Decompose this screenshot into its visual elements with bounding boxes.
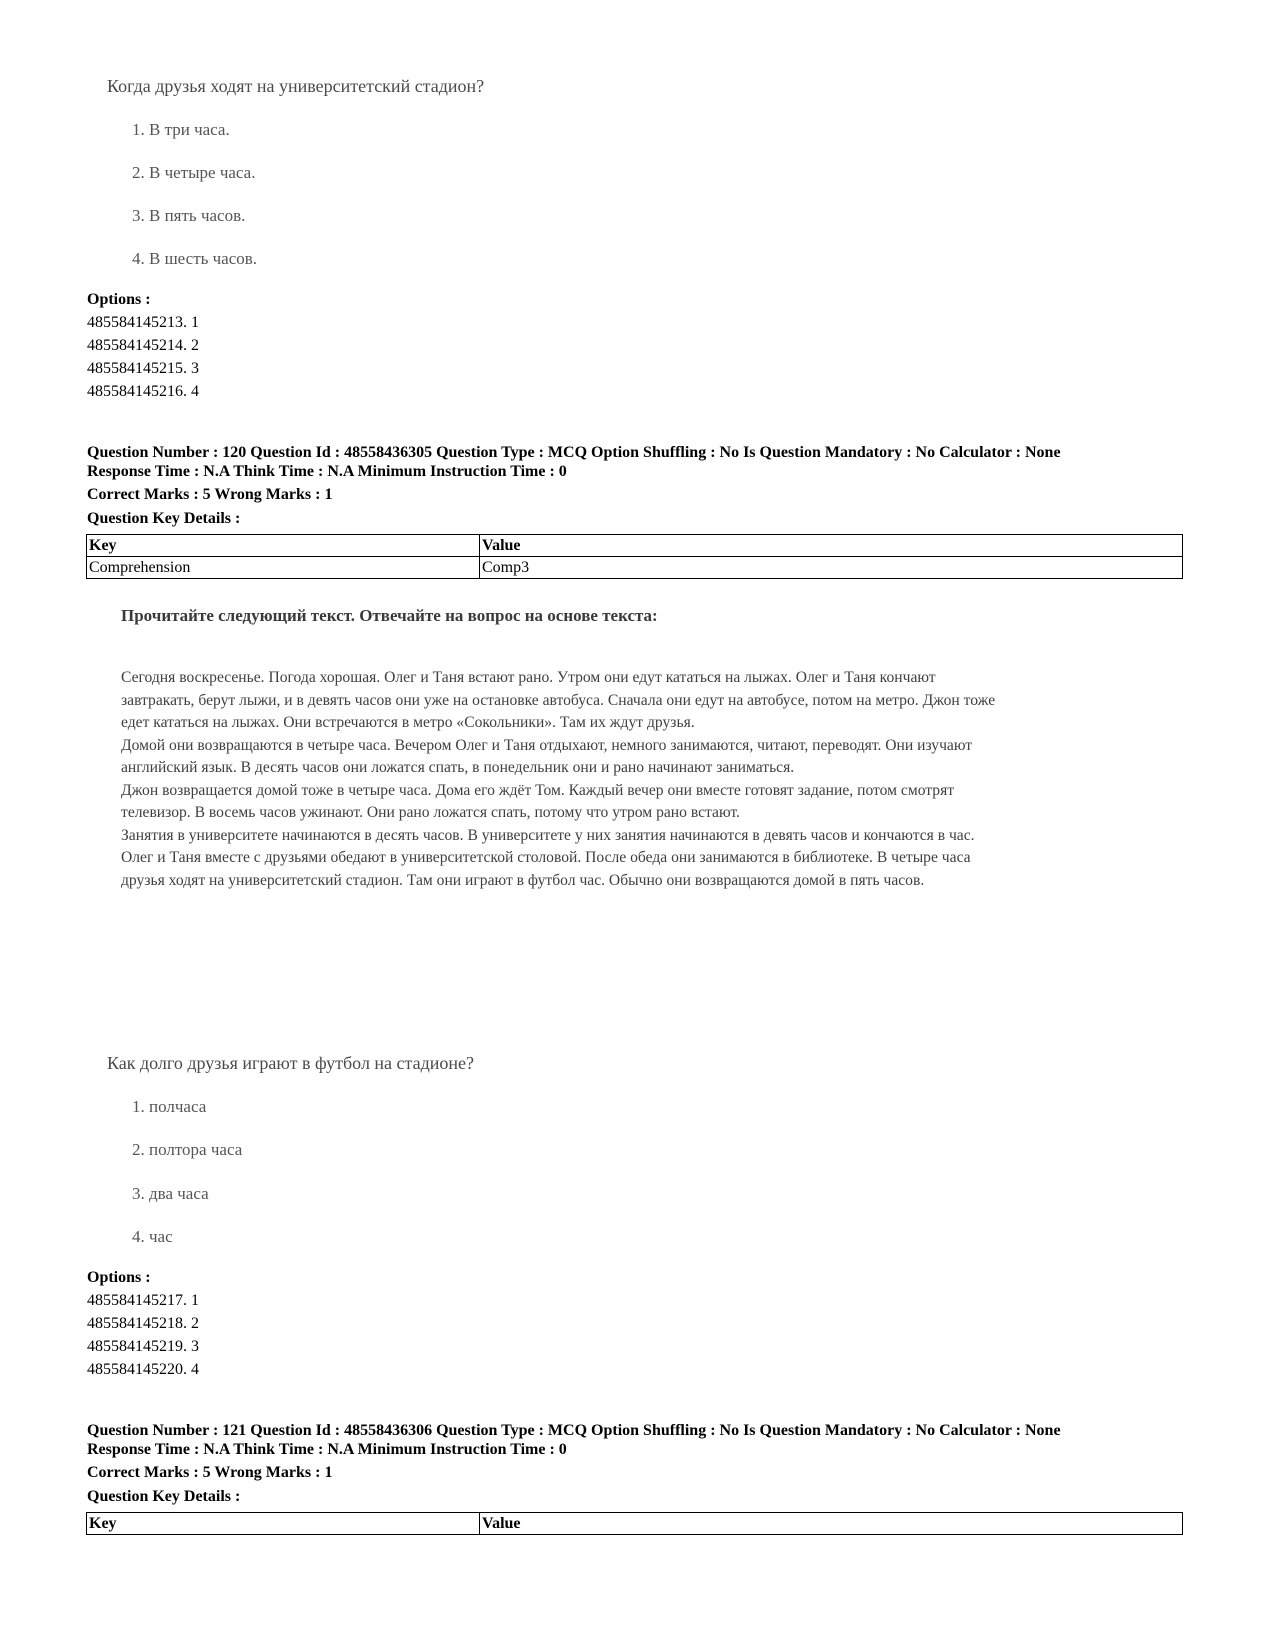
choice-item: 4. В шесть часов. (132, 249, 258, 268)
question-meta-line: Response Time : N.A Think Time : N.A Minimum Instruction Time : 0 (87, 463, 567, 480)
options-block-2 (87, 1266, 199, 1381)
option-id: 485584145216. 4 (87, 383, 199, 400)
table-cell: Comprehension (87, 557, 480, 579)
key-value-table (86, 534, 1183, 579)
question-meta-121 (87, 1421, 1237, 1506)
passage-paragraph: Сегодня воскресенье. Погода хорошая. Олег и Таня встают рано. Утром они едут кататься на лыжах. Олег и Таня кончают завтракать, берут лыжи, и в девять часов они уже на остановке автобуса. Сначала они едут на автобусе, потом на метро. Джон тоже едет кататься на лыжах. Они встречаются в метро «Сокольники». Там их ждут друзья. (121, 669, 996, 731)
question-meta-120 (87, 443, 1237, 528)
passage-body (121, 667, 1001, 892)
options-label: Options : (87, 1269, 151, 1286)
option-id: 485584145215. 3 (87, 360, 199, 377)
table-header-cell: Key (87, 535, 480, 557)
key-details-label: Question Key Details : (87, 510, 241, 527)
question-meta-line: Question Number : 121 Question Id : 48558436306 Question Type : MCQ Option Shuffling : No Is Question Mandatory : No Calculator : None (87, 1422, 1061, 1439)
table-row (87, 557, 1183, 579)
question-text: Как долго друзья играют в футбол на стадионе? (107, 1053, 475, 1073)
passage-title: Прочитайте следующий текст. Отвечайте на вопрос на основе текста: (121, 606, 658, 625)
option-id: 485584145213. 1 (87, 314, 199, 331)
choice-item: 1. В три часа. (132, 120, 230, 139)
marks-line: Correct Marks : 5 Wrong Marks : 1 (87, 486, 333, 503)
option-id: 485584145217. 1 (87, 1292, 199, 1309)
question-text: Когда друзья ходят на университетский стадион? (107, 76, 485, 96)
option-id: 485584145214. 2 (87, 337, 199, 354)
table-header-row (87, 1513, 1183, 1535)
table-header-cell: Value (480, 1513, 1183, 1535)
option-id: 485584145219. 3 (87, 1338, 199, 1355)
table-header-cell: Value (480, 535, 1183, 557)
passage-paragraph: Джон возвращается домой тоже в четыре часа. Дома его ждёт Том. Каждый вечер они вместе готовят задание, потом смотрят телевизор. В восемь часов ужинают. Они рано ложатся спать, потому что утром рано встают. (121, 781, 955, 821)
table-header-row (87, 535, 1183, 557)
option-id: 485584145220. 4 (87, 1361, 199, 1378)
options-block-1 (87, 288, 199, 403)
table-cell: Comp3 (480, 557, 1183, 579)
passage-paragraph: Занятия в университете начинаются в десять часов. В университете у них занятия начинаются в девять часов и кончаются в час. Олег и Таня вместе с друзьями обедают в университетской столовой. После обеда они занимаются в библиотеке. В четыре часа друзья ходят на университетский стадион. Там они играют в футбол час. Обычно они возвращаются домой в пять часов. (121, 826, 975, 889)
option-id: 485584145218. 2 (87, 1315, 199, 1332)
question-meta-line: Question Number : 120 Question Id : 48558436305 Question Type : MCQ Option Shuffling : No Is Question Mandatory : No Calculator : None (87, 444, 1061, 461)
marks-line: Correct Marks : 5 Wrong Marks : 1 (87, 1464, 333, 1481)
key-value-table (86, 1512, 1183, 1535)
choice-item: 3. В пять часов. (132, 206, 246, 225)
key-details-label: Question Key Details : (87, 1488, 241, 1505)
choice-item: 4. час (132, 1227, 173, 1246)
choice-item: 2. В четыре часа. (132, 163, 256, 182)
passage-paragraph: Домой они возвращаются в четыре часа. Вечером Олег и Таня отдыхают, немного занимаются, читают, переводят. Они изучают английский язык. В десять часов они ложатся спать, в понедельник они и рано начинают заниматься. (121, 736, 973, 776)
table-header-cell: Key (87, 1513, 480, 1535)
options-label: Options : (87, 291, 151, 308)
question-meta-line: Response Time : N.A Think Time : N.A Minimum Instruction Time : 0 (87, 1441, 567, 1458)
choice-item: 1. полчаса (132, 1097, 207, 1116)
choice-item: 3. два часа (132, 1184, 209, 1203)
choice-item: 2. полтора часа (132, 1140, 243, 1159)
